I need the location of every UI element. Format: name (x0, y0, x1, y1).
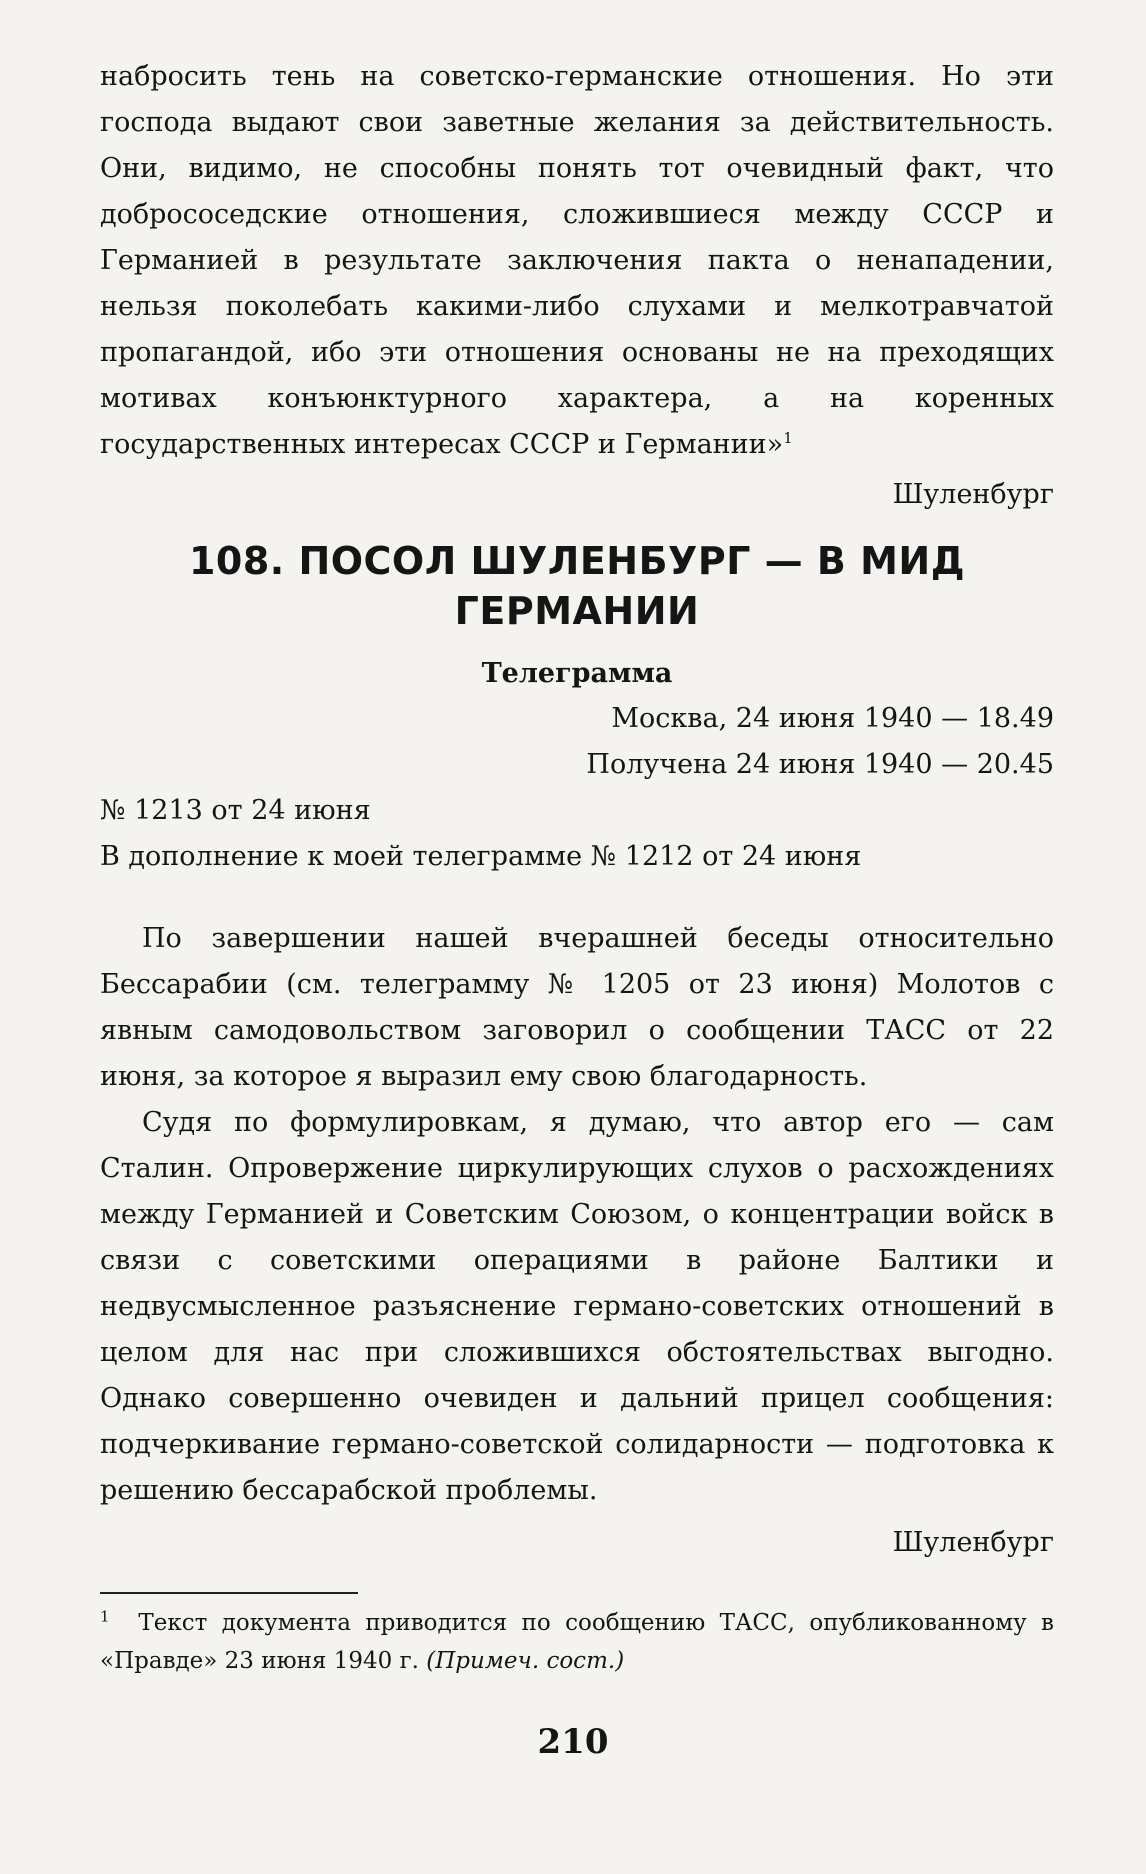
signature-schulenburg-1: Шуленбург (892, 479, 1054, 510)
footnote-reference: 1 (783, 429, 793, 447)
opening-paragraph-text: набросить тень на советско-германские отношения. Но эти господа выдают свои заветные желания за действительность. Они, видимо, не способны понять тот очевидный факт, что добрососедские отношения, сложившиеся между СССР и Германией в результате заключения пакта о ненападении, нельзя поколебать какими-либо слухами и мелкотравчатой пропагандой, ибо эти отношения основаны не на преходящих мотивах конъюнктурного характера, а на коренных государственных интересах СССР и Германии» (100, 61, 1054, 460)
body-paragraph: По завершении нашей вчерашней беседы относительно Бессарабии (см. телеграмму № 1205 от 23 июня) Молотов с явным самодовольством заговорил о сообщении ТАСС от 22 июня, за которое я выразил ему свою благодарность. (100, 923, 1054, 1092)
page-number: 210 (537, 1722, 609, 1762)
document-title-line-2: ГЕРМАНИИ (454, 589, 700, 633)
footnote-text: Текст документа приводится по сообщению ТАСС, опубликованному в «Правде» 23 июня 1940 г. (100, 1610, 1055, 1674)
reference-line: В дополнение к моей телеграмме № 1212 от 24 июня (100, 841, 862, 872)
document-number: № 1213 от 24 июня (100, 795, 371, 826)
document-title (100, 536, 1054, 636)
body-paragraph: Судя по формулировкам, я думаю, что автор его — сам Сталин. Опровержение циркулирующих слухов о расхождениях между Германией и Советским Союзом, о концентрации войск в связи с советскими операциями в районе Балтики и недвусмысленное разъяснение германо-советских отношений в целом для нас при сложившихся обстоятельствах выгодно. Однако совершенно очевиден и дальний прицел сообщения: подчеркивание германо-советской солидарности — подготовка к решению бессарабской проблемы. (100, 1107, 1054, 1506)
signature-schulenburg-2: Шуленбург (892, 1527, 1054, 1558)
document-title-line-1: 108. ПОСОЛ ШУЛЕНБУРГ — В МИД (188, 539, 966, 583)
sent-datetime: Москва, 24 июня 1940 — 18.49 (611, 703, 1054, 734)
telegram-body (100, 916, 1054, 1514)
footnote-editor-note: (Примеч. сост.) (426, 1648, 625, 1674)
footnote (100, 1604, 1054, 1680)
opening-paragraph (100, 54, 1054, 468)
received-datetime: Получена 24 июня 1940 — 20.45 (586, 749, 1054, 780)
book-page (100, 54, 1054, 1680)
footnote-number: 1 (100, 1607, 110, 1626)
footnote-divider (100, 1592, 358, 1594)
document-type: Телеграмма (481, 658, 673, 689)
